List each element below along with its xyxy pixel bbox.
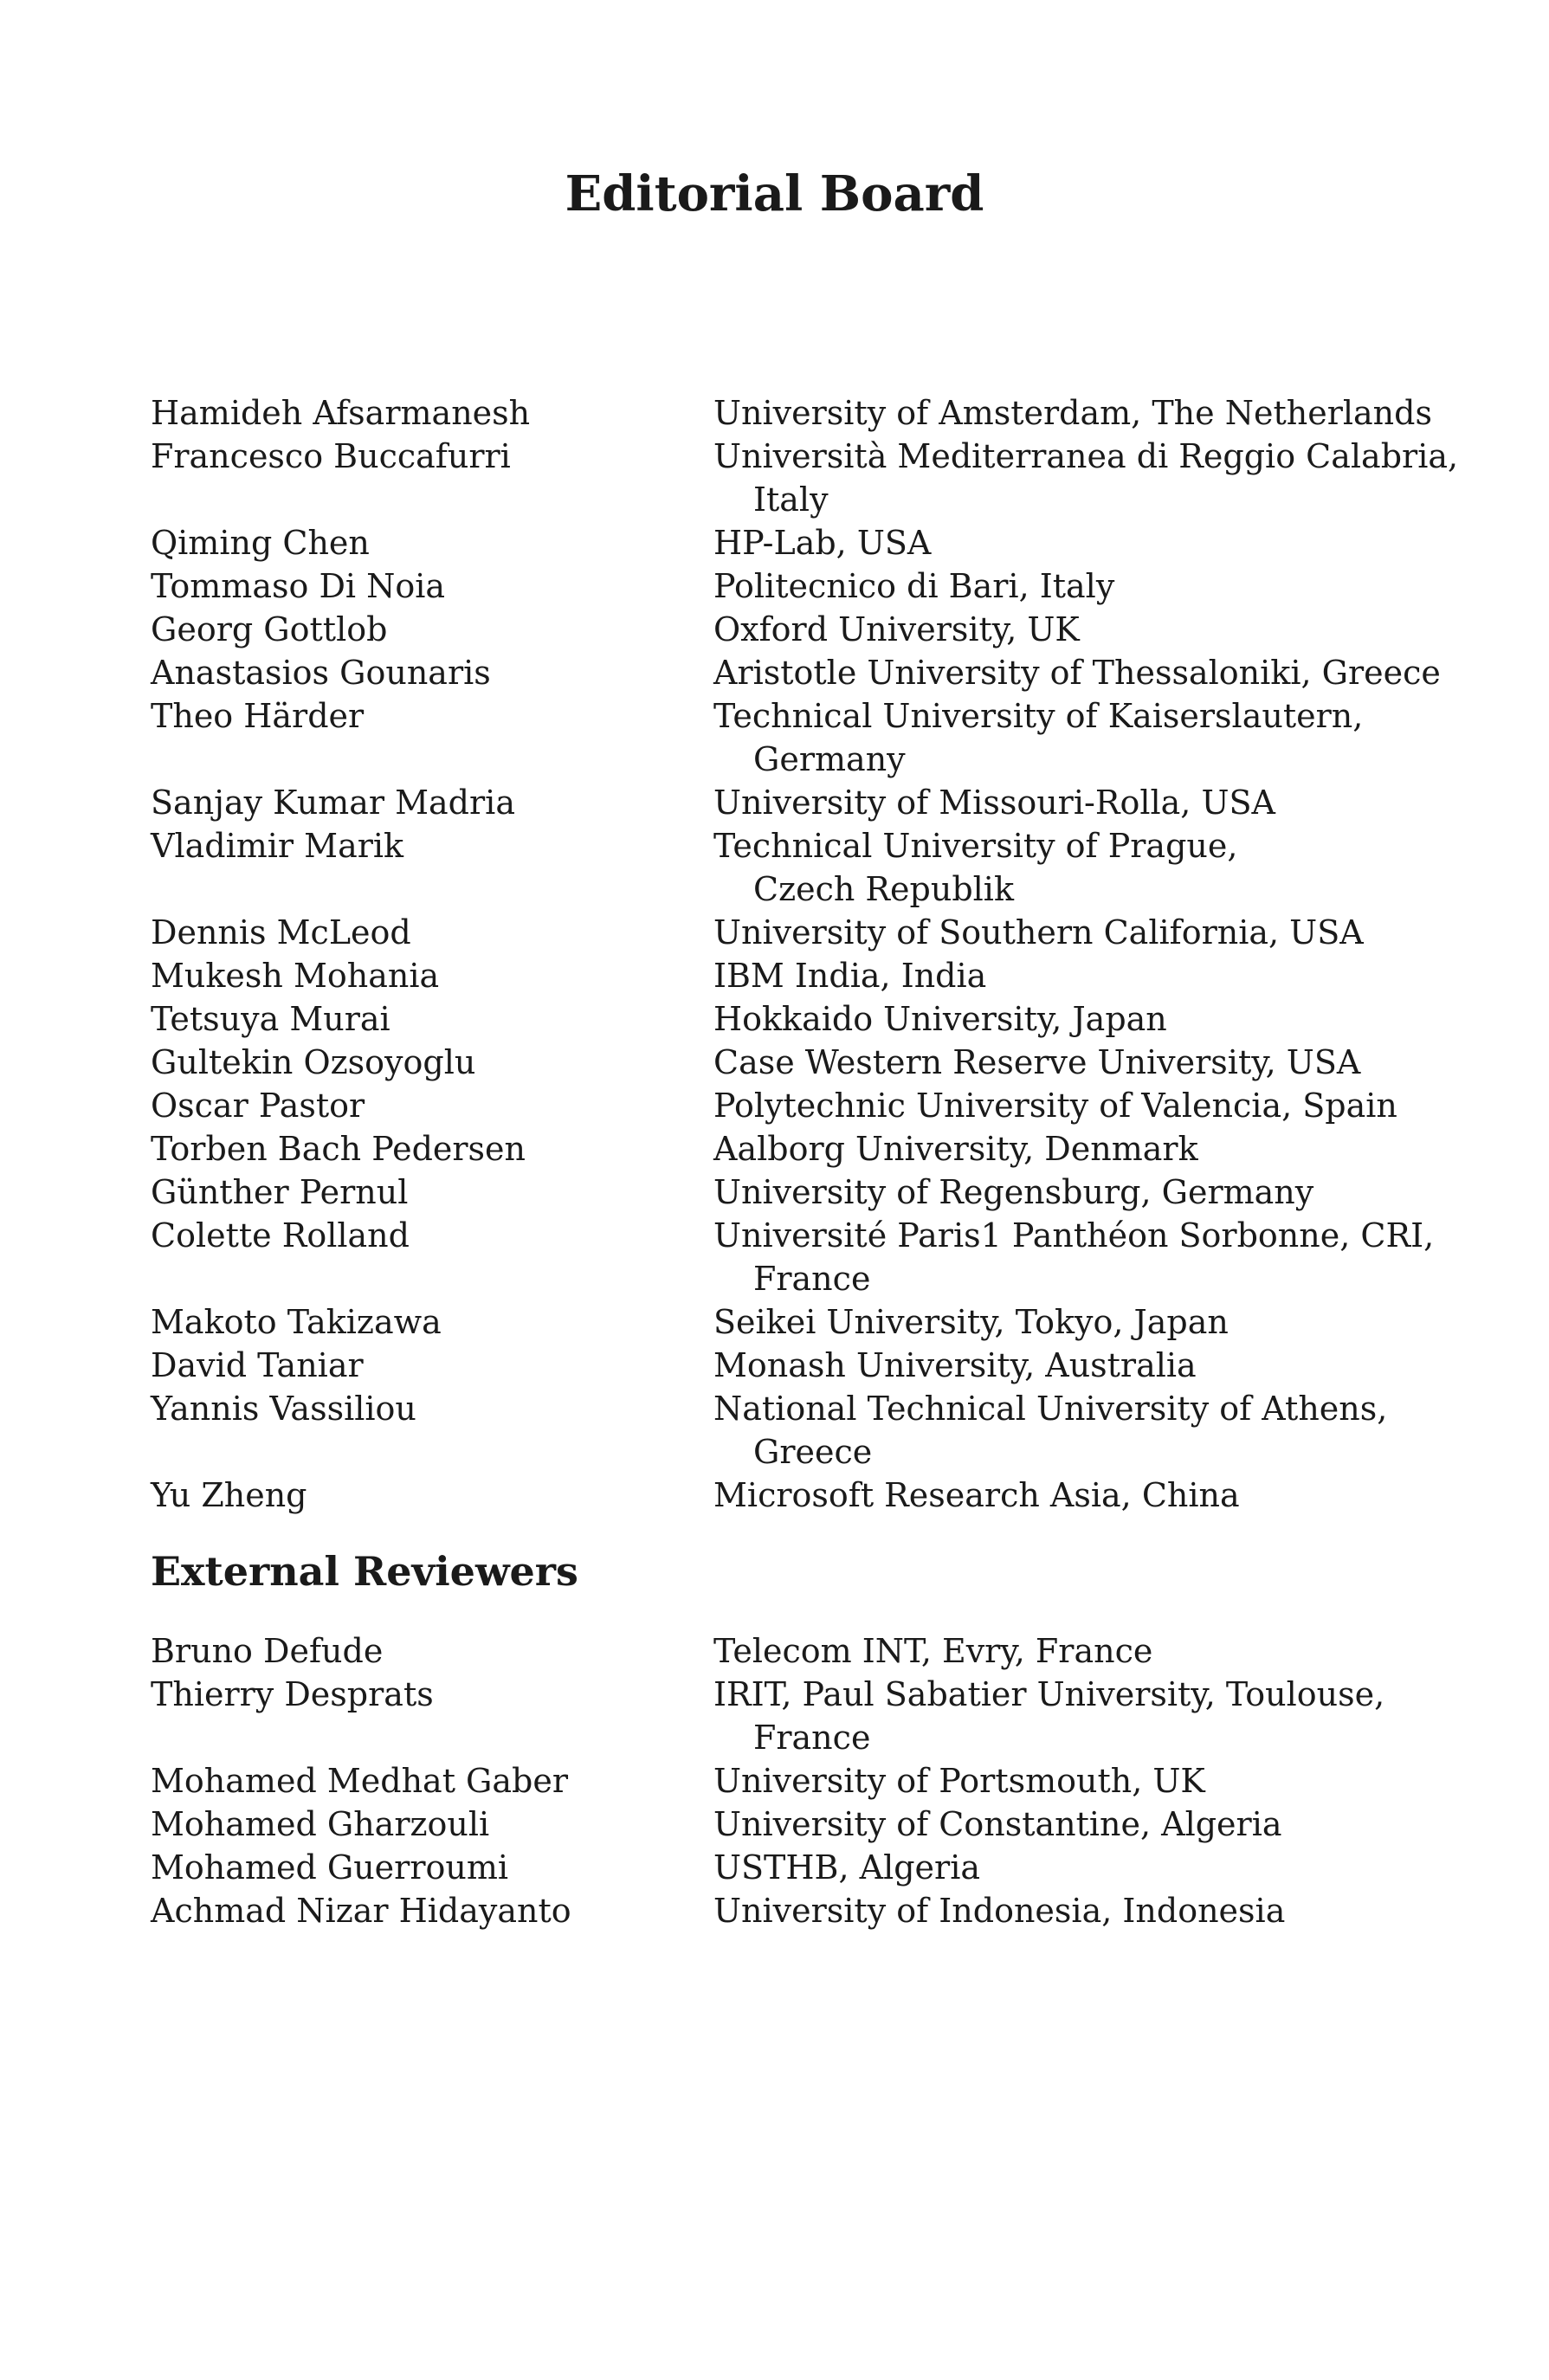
affiliation-line: Hokkaido University, Japan [713, 1000, 1167, 1038]
external-reviewers-list [151, 1629, 1432, 1932]
affiliation-continuation-line: Germany [753, 740, 906, 778]
reviewer-row [151, 1629, 1432, 1673]
member-affiliation [713, 608, 1432, 651]
board-member-row [151, 608, 1432, 651]
member-name: Torben Bach Pedersen [151, 1130, 526, 1168]
member-name: Colette Rolland [151, 1216, 410, 1254]
board-member-row [151, 911, 1432, 954]
affiliation-continuation-line: France [753, 1260, 871, 1298]
member-name: Francesco Buccafurri [151, 437, 511, 475]
member-affiliation [713, 1171, 1432, 1214]
reviewer-row [151, 1673, 1432, 1759]
board-member-row [151, 1084, 1432, 1127]
affiliation-line: University of Constantine, Algeria [713, 1805, 1282, 1843]
member-affiliation [713, 651, 1441, 694]
member-affiliation [713, 1759, 1432, 1803]
member-affiliation [713, 1214, 1434, 1300]
board-member-row [151, 435, 1459, 521]
affiliation-line: Case Western Reserve University, USA [713, 1043, 1361, 1081]
member-affiliation [713, 954, 1432, 997]
affiliation-line: Université Paris1 Panthéon Sorbonne, CRI, [713, 1216, 1435, 1254]
member-affiliation [713, 1629, 1432, 1673]
member-affiliation [713, 694, 1432, 781]
board-member-row [151, 391, 1432, 435]
affiliation-line: University of Missouri-Rolla, USA [713, 784, 1275, 822]
member-name: Yu Zheng [151, 1476, 307, 1514]
board-member-row [151, 954, 1432, 997]
affiliation-line: Università Mediterranea di Reggio Calabria, [713, 437, 1459, 475]
affiliation-continuation-line: France [753, 1719, 871, 1757]
member-name: Vladimir Marik [151, 827, 404, 865]
board-member-row [151, 1041, 1432, 1084]
member-affiliation [713, 564, 1432, 608]
affiliation-line: USTHB, Algeria [713, 1848, 981, 1887]
member-affiliation [713, 1673, 1432, 1759]
board-member-row [151, 1171, 1432, 1214]
affiliation-continuation-line: Italy [753, 481, 829, 519]
member-name: Georg Gottlob [151, 610, 388, 648]
affiliation-continuation-line: Czech Republik [753, 870, 1014, 908]
affiliation-line: Technical University of Prague, [713, 827, 1238, 865]
member-affiliation [713, 521, 1432, 564]
affiliation-line: Telecom INT, Evry, France [713, 1632, 1153, 1670]
member-name: Bruno Defude [151, 1632, 384, 1670]
member-affiliation [713, 1344, 1432, 1387]
member-name: Tetsuya Murai [151, 1000, 390, 1038]
member-affiliation [713, 824, 1432, 911]
affiliation-line: IBM India, India [713, 957, 987, 995]
member-name: Gultekin Ozsoyoglu [151, 1043, 476, 1081]
member-affiliation [713, 1474, 1432, 1517]
board-member-row [151, 1387, 1432, 1474]
member-name: Achmad Nizar Hidayanto [151, 1892, 571, 1930]
member-affiliation [713, 1127, 1432, 1171]
board-member-row [151, 1127, 1432, 1171]
member-name: Theo Härder [151, 697, 365, 735]
affiliation-line: University of Southern California, USA [713, 913, 1364, 951]
member-name: Yannis Vassiliou [151, 1390, 416, 1428]
affiliation-line: National Technical University of Athens, [713, 1390, 1388, 1428]
member-affiliation [713, 911, 1432, 954]
board-member-row [151, 824, 1432, 911]
board-member-row [151, 651, 1441, 694]
editorial-board-list [151, 391, 1459, 1517]
board-member-row [151, 1344, 1432, 1387]
member-affiliation [713, 1084, 1432, 1127]
affiliation-line: University of Portsmouth, UK [713, 1762, 1205, 1800]
board-member-row [151, 1300, 1432, 1344]
affiliation-line: Microsoft Research Asia, China [713, 1476, 1240, 1514]
affiliation-line: University of Regensburg, Germany [713, 1173, 1314, 1211]
member-name: Günther Pernul [151, 1173, 409, 1211]
member-name: Makoto Takizawa [151, 1303, 442, 1341]
member-name: Mohamed Gharzouli [151, 1805, 490, 1843]
member-name: Oscar Pastor [151, 1087, 365, 1125]
reviewer-row [151, 1759, 1432, 1803]
board-member-row [151, 1474, 1432, 1517]
member-name: Qiming Chen [151, 524, 370, 562]
member-name: Mohamed Medhat Gaber [151, 1762, 569, 1800]
affiliation-line: Monash University, Australia [713, 1346, 1197, 1384]
member-name: Anastasios Gounaris [151, 654, 491, 692]
external-reviewers-heading: External Reviewers [151, 1548, 578, 1595]
affiliation-line: Seikei University, Tokyo, Japan [713, 1303, 1229, 1341]
member-name: Thierry Desprats [151, 1675, 434, 1713]
member-name: Sanjay Kumar Madria [151, 784, 515, 822]
member-affiliation [713, 1387, 1432, 1474]
member-affiliation [713, 391, 1432, 435]
member-affiliation [713, 1041, 1432, 1084]
board-member-row [151, 1214, 1435, 1300]
reviewer-row [151, 1846, 1432, 1889]
board-member-row [151, 781, 1432, 824]
page-title: Editorial Board [565, 165, 984, 223]
member-affiliation [713, 1803, 1432, 1846]
member-affiliation [713, 781, 1432, 824]
affiliation-line: University of Indonesia, Indonesia [713, 1892, 1286, 1930]
board-member-row [151, 997, 1432, 1041]
board-member-row [151, 694, 1432, 781]
reviewer-row [151, 1803, 1432, 1846]
board-member-row [151, 564, 1432, 608]
affiliation-line: Polytechnic University of Valencia, Spain [713, 1087, 1397, 1125]
affiliation-line: Oxford University, UK [713, 610, 1080, 648]
member-name: Hamideh Afsarmanesh [151, 394, 531, 432]
affiliation-line: IRIT, Paul Sabatier University, Toulouse, [713, 1675, 1385, 1713]
reviewer-row [151, 1889, 1432, 1932]
affiliation-line: Aalborg University, Denmark [713, 1130, 1198, 1168]
member-name: Dennis McLeod [151, 913, 411, 951]
member-name: Mukesh Mohania [151, 957, 440, 995]
affiliation-continuation-line: Greece [753, 1433, 873, 1471]
member-name: Tommaso Di Noia [151, 567, 446, 605]
member-affiliation [713, 435, 1458, 521]
member-name: David Taniar [151, 1346, 364, 1384]
board-member-row [151, 521, 1432, 564]
member-name: Mohamed Guerroumi [151, 1848, 509, 1887]
affiliation-line: Aristotle University of Thessaloniki, Greece [713, 654, 1441, 692]
affiliation-line: Technical University of Kaiserslautern, [713, 697, 1364, 735]
member-affiliation [713, 1846, 1432, 1889]
affiliation-line: University of Amsterdam, The Netherlands [713, 394, 1432, 432]
member-affiliation [713, 1889, 1432, 1932]
affiliation-line: Politecnico di Bari, Italy [713, 567, 1115, 605]
member-affiliation [713, 997, 1432, 1041]
member-affiliation [713, 1300, 1432, 1344]
affiliation-line: HP-Lab, USA [713, 524, 932, 562]
